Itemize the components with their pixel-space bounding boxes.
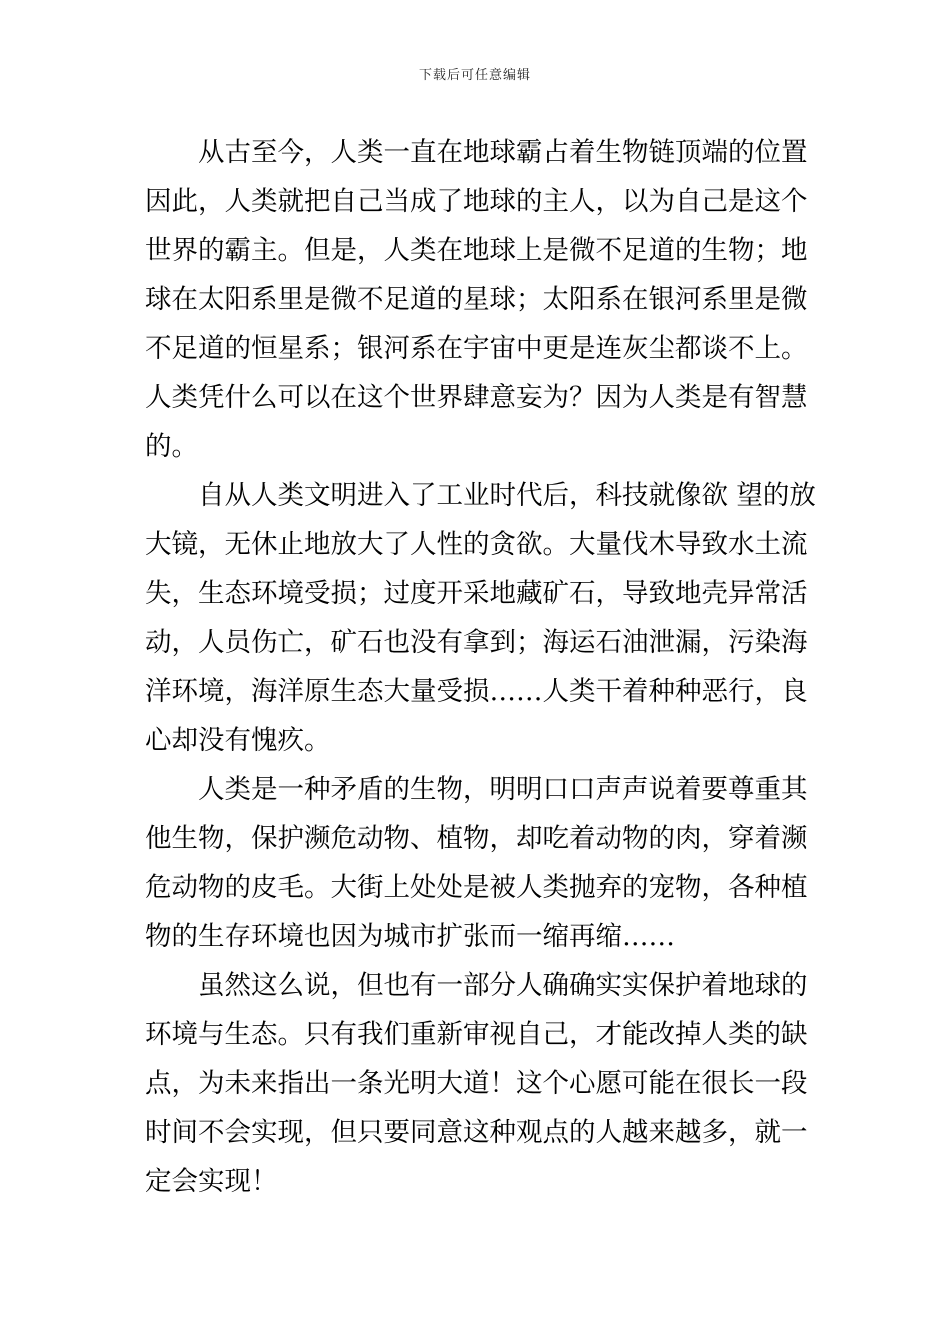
text-line: 动，人员伤亡，矿石也没有拿到；海运石油泄漏，污染海 [145, 627, 808, 658]
text-line: 球在太阳系里是微不足道的星球；太阳系在银河系里是微 [145, 284, 808, 315]
text-line: 人类是一种矛盾的生物，明明口口声声说着要尊重其 [198, 774, 808, 805]
text-line: 从古至今，人类一直在地球霸占着生物链顶端的位置 [198, 137, 808, 168]
text-line: 他生物，保护濒危动物、植物，却吃着动物的肉，穿着濒 [145, 823, 808, 854]
text-line: 大镜，无休止地放大了人性的贪欲。大量伐木导致水土流 [145, 529, 808, 560]
text-line: 世界的霸主。但是，人类在地球上是微不足道的生物；地 [145, 235, 808, 266]
text-line: 因此，人类就把自己当成了地球的主人，以为自己是这个 [145, 186, 808, 217]
text-line: 虽然这么说，但也有一部分人确确实实保护着地球的 [198, 970, 808, 1001]
page-header: 下载后可任意编辑 [418, 68, 531, 83]
text-line: 心却没有愧疚。 [145, 725, 331, 756]
text-line: 点，为未来指出一条光明大道！这个心愿可能在很长一段 [145, 1068, 808, 1099]
paragraph-4 [145, 961, 807, 1206]
text-line: 洋环境，海洋原生态大量受损……人类干着种种恶行，良 [145, 676, 808, 707]
text-line: 失，生态环境受损；过度开采地藏矿石，导致地壳异常活 [145, 578, 808, 609]
text-line: 不足道的恒星系；银河系在宇宙中更是连灰尘都谈不上。 [145, 333, 808, 364]
text-line: 危动物的皮毛。大街上处处是被人类抛弃的宠物，各种植 [145, 872, 808, 903]
paragraph-3 [145, 765, 807, 961]
document-body [145, 128, 816, 1206]
text-line: 自从人类文明进入了工业时代后，科技就像欲 望的放 [198, 480, 816, 511]
text-line: 人类凭什么可以在这个世界肆意妄为？因为人类是有智慧 [145, 382, 808, 413]
text-line: 环境与生态。只有我们重新审视自己，才能改掉人类的缺 [145, 1019, 808, 1050]
text-line: 定会实现！ [145, 1166, 278, 1197]
paragraph-2 [145, 471, 816, 765]
text-line: 时间不会实现，但只要同意这种观点的人越来越多，就一 [145, 1117, 808, 1148]
text-line: 的。 [145, 431, 198, 462]
text-line: 物的生存环境也因为城市扩张而一缩再缩…… [145, 921, 675, 952]
paragraph-1 [145, 128, 807, 471]
